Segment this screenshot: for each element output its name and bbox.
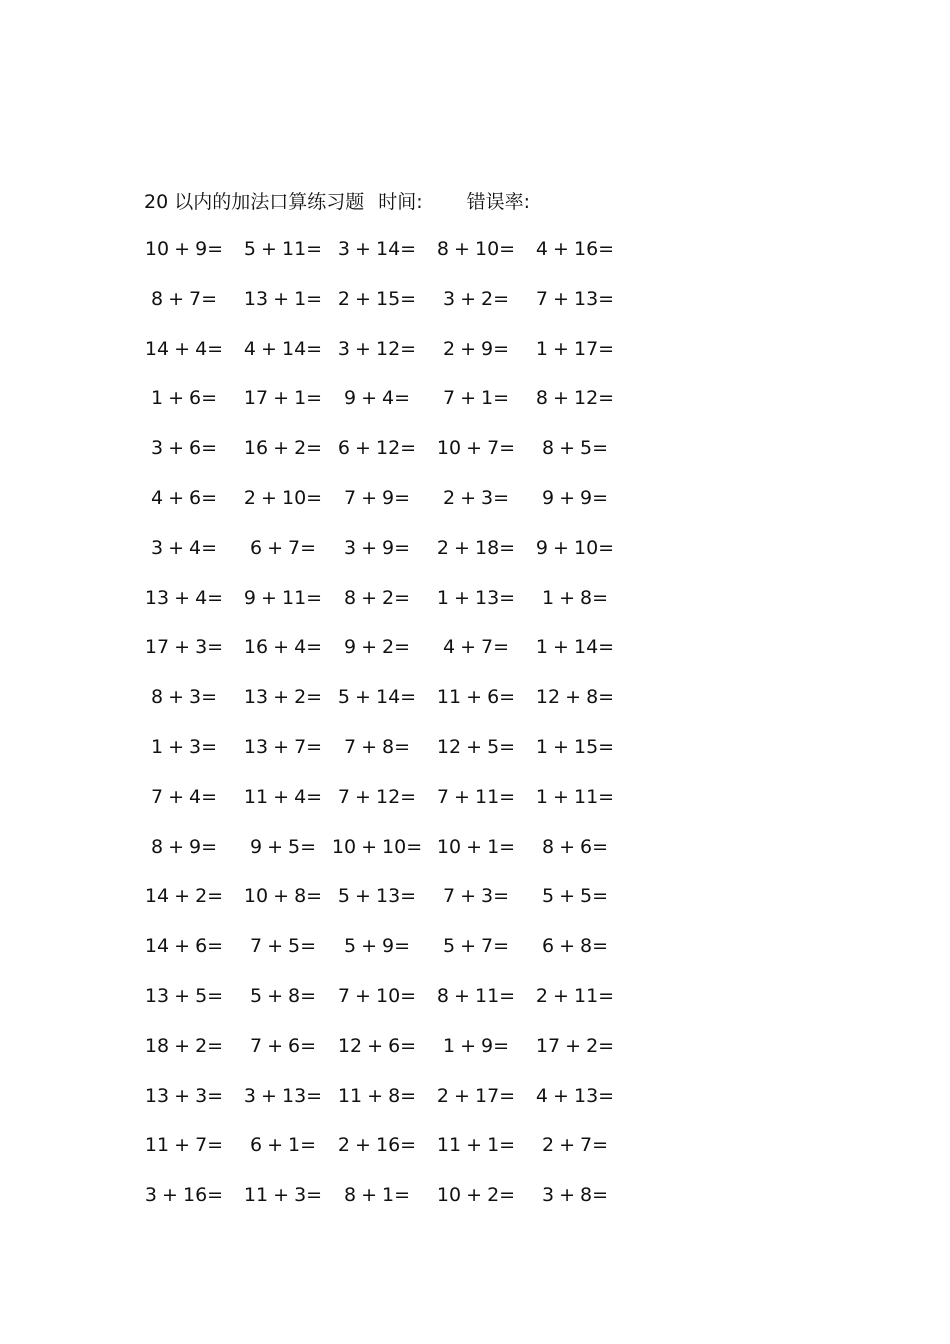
problem-item: 5 + 8=	[249, 985, 317, 1007]
problem-row	[0, 234, 950, 264]
problem-item: 5 + 5=	[541, 885, 609, 908]
problem-row	[0, 832, 950, 862]
problem-item: 11 + 1=	[436, 1134, 516, 1157]
problem-item: 3 + 14=	[337, 238, 417, 260]
problem-item: 14 + 6=	[144, 935, 224, 958]
problem-item: 8 + 9=	[150, 835, 218, 858]
problem-item: 2 + 7=	[541, 1134, 609, 1157]
problem-item: 3 + 2=	[442, 287, 510, 310]
problem-item: 10 + 10=	[331, 835, 423, 858]
problem-item: 2 + 11=	[535, 985, 615, 1007]
problem-item: 6 + 12=	[337, 437, 417, 460]
problem-row	[0, 334, 950, 364]
problem-item: 7 + 8=	[343, 736, 411, 758]
problem-item: 2 + 3=	[442, 487, 510, 509]
problem-item: 3 + 4=	[150, 536, 218, 559]
problem-item: 3 + 6=	[150, 437, 218, 460]
problem-item: 8 + 5=	[541, 437, 609, 460]
problem-item: 7 + 10=	[337, 985, 417, 1007]
problem-row	[0, 383, 950, 413]
problem-item: 7 + 5=	[249, 935, 317, 958]
problem-item: 9 + 9=	[541, 487, 609, 509]
problem-row	[0, 1031, 950, 1061]
problem-item: 5 + 7=	[442, 935, 510, 958]
problem-item: 2 + 15=	[337, 287, 417, 310]
problem-item: 11 + 4=	[243, 785, 323, 808]
problem-item: 1 + 3=	[150, 736, 218, 758]
problem-item: 13 + 2=	[243, 686, 323, 709]
problem-item: 14 + 2=	[144, 885, 224, 908]
problem-item: 2 + 10=	[243, 487, 323, 509]
problem-item: 18 + 2=	[144, 1034, 224, 1057]
problem-item: 1 + 14=	[535, 636, 615, 659]
problem-item: 9 + 5=	[249, 835, 317, 858]
problem-item: 7 + 1=	[442, 387, 510, 410]
problem-item: 2 + 16=	[337, 1134, 417, 1157]
problem-row	[0, 483, 950, 513]
problem-item: 8 + 6=	[541, 835, 609, 858]
problem-item: 13 + 3=	[144, 1084, 224, 1107]
problem-row	[0, 782, 950, 812]
problem-item: 10 + 7=	[436, 437, 516, 460]
problem-item: 12 + 6=	[337, 1034, 417, 1057]
problem-item: 2 + 18=	[436, 536, 516, 559]
problem-item: 11 + 6=	[436, 686, 516, 709]
problem-item: 5 + 11=	[243, 238, 323, 260]
problem-item: 3 + 12=	[337, 337, 417, 360]
problem-item: 5 + 14=	[337, 686, 417, 709]
problem-item: 17 + 2=	[535, 1034, 615, 1057]
time-label: 时间:	[378, 190, 423, 213]
problem-item: 1 + 8=	[541, 586, 609, 609]
problem-item: 10 + 2=	[436, 1184, 516, 1207]
problem-item: 4 + 6=	[150, 487, 218, 509]
problem-item: 5 + 13=	[337, 885, 417, 908]
problem-item: 6 + 8=	[541, 935, 609, 958]
problem-row	[0, 1130, 950, 1160]
problem-item: 7 + 11=	[436, 785, 516, 808]
problem-row	[0, 533, 950, 563]
problem-item: 12 + 8=	[535, 686, 615, 709]
problem-item: 4 + 7=	[442, 636, 510, 659]
problem-item: 16 + 2=	[243, 437, 323, 460]
problem-item: 10 + 8=	[243, 885, 323, 908]
problem-item: 8 + 7=	[150, 287, 218, 310]
problem-item: 5 + 9=	[343, 935, 411, 958]
problem-item: 4 + 14=	[243, 337, 323, 360]
problem-item: 8 + 12=	[535, 387, 615, 410]
problem-item: 7 + 4=	[150, 785, 218, 808]
problem-item: 1 + 9=	[442, 1034, 510, 1057]
problem-item: 1 + 13=	[436, 586, 516, 609]
problem-row	[0, 583, 950, 613]
problem-item: 11 + 3=	[243, 1184, 323, 1207]
problem-item: 1 + 15=	[535, 736, 615, 758]
problem-item: 6 + 7=	[249, 536, 317, 559]
problem-item: 7 + 6=	[249, 1034, 317, 1057]
problem-row	[0, 433, 950, 463]
problem-item: 2 + 17=	[436, 1084, 516, 1107]
problem-item: 9 + 4=	[343, 387, 411, 410]
problem-item: 8 + 2=	[343, 586, 411, 609]
problem-item: 13 + 7=	[243, 736, 323, 758]
problem-item: 1 + 11=	[535, 785, 615, 808]
problem-item: 6 + 1=	[249, 1134, 317, 1157]
problem-item: 9 + 11=	[243, 586, 323, 609]
problem-item: 7 + 3=	[442, 885, 510, 908]
error-rate-label: 错误率:	[466, 190, 531, 213]
problem-row	[0, 682, 950, 712]
problem-row	[0, 732, 950, 762]
problem-item: 3 + 8=	[541, 1184, 609, 1207]
problem-row	[0, 981, 950, 1011]
problem-item: 8 + 1=	[343, 1184, 411, 1207]
problem-item: 3 + 9=	[343, 536, 411, 559]
problem-item: 3 + 13=	[243, 1084, 323, 1107]
problem-item: 12 + 5=	[436, 736, 516, 758]
problem-item: 13 + 1=	[243, 287, 323, 310]
problem-item: 7 + 12=	[337, 785, 417, 808]
problem-row	[0, 1180, 950, 1210]
problem-item: 2 + 9=	[442, 337, 510, 360]
problem-item: 9 + 10=	[535, 536, 615, 559]
problem-item: 11 + 8=	[337, 1084, 417, 1107]
problem-item: 7 + 13=	[535, 287, 615, 310]
problem-item: 14 + 4=	[144, 337, 224, 360]
problem-item: 7 + 9=	[343, 487, 411, 509]
problem-item: 17 + 1=	[243, 387, 323, 410]
problem-item: 4 + 13=	[535, 1084, 615, 1107]
problem-item: 13 + 5=	[144, 985, 224, 1007]
problem-row	[0, 931, 950, 961]
problem-item: 4 + 16=	[535, 238, 615, 260]
problem-item: 1 + 17=	[535, 337, 615, 360]
problem-row	[0, 284, 950, 314]
problem-item: 3 + 16=	[144, 1184, 224, 1207]
problem-item: 17 + 3=	[144, 636, 224, 659]
problem-row	[0, 1081, 950, 1111]
problem-item: 8 + 11=	[436, 985, 516, 1007]
problem-item: 10 + 1=	[436, 835, 516, 858]
problem-item: 8 + 10=	[436, 238, 516, 260]
problem-item: 1 + 6=	[150, 387, 218, 410]
problem-item: 10 + 9=	[144, 238, 224, 260]
worksheet-title: 20 以内的加法口算练习题	[144, 190, 365, 213]
problem-row	[0, 881, 950, 911]
problem-item: 9 + 2=	[343, 636, 411, 659]
problem-item: 11 + 7=	[144, 1134, 224, 1157]
problem-item: 16 + 4=	[243, 636, 323, 659]
problem-item: 13 + 4=	[144, 586, 224, 609]
problem-item: 8 + 3=	[150, 686, 218, 709]
problem-row	[0, 632, 950, 662]
